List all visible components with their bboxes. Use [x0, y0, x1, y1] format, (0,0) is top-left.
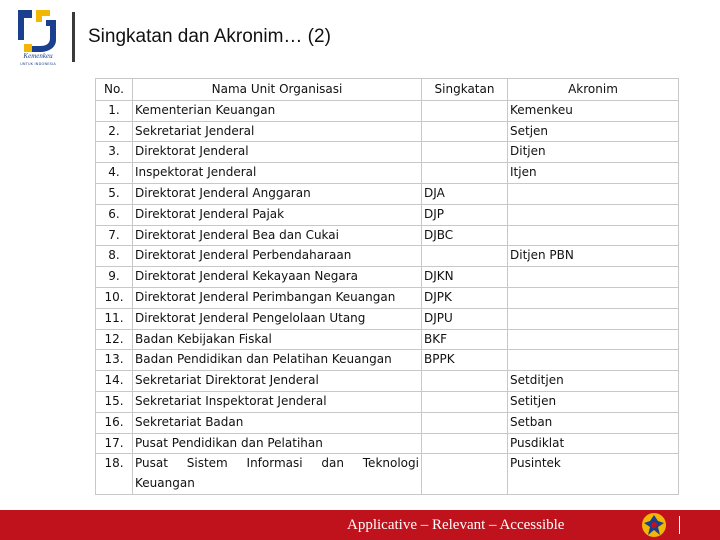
abbreviation-cell [422, 121, 508, 142]
unit-name: Direktorat Jenderal Perimbangan Keuangan [133, 287, 422, 308]
row-number: 5. [96, 183, 133, 204]
row-number: 4. [96, 163, 133, 184]
unit-name: Direktorat Jenderal [133, 142, 422, 163]
acronym-cell [508, 287, 679, 308]
unit-name-line2: Keuangan [135, 476, 195, 491]
unit-name: Sekretariat Jenderal [133, 121, 422, 142]
abbreviation-cell [422, 412, 508, 433]
row-number: 1. [96, 100, 133, 121]
unit-name: Direktorat Jenderal Pengelolaan Utang [133, 308, 422, 329]
abbreviation-cell: DJPU [422, 308, 508, 329]
abbreviation-cell [422, 142, 508, 163]
page-title: Singkatan dan Akronim… (2) [88, 26, 331, 47]
row-number: 13. [96, 350, 133, 371]
abbreviation-cell: DJKN [422, 267, 508, 288]
row-number: 18. [96, 454, 133, 495]
column-header-abbreviation: Singkatan [422, 79, 508, 101]
column-header-acronym: Akronim [508, 79, 679, 101]
footer-divider [679, 516, 680, 534]
abbreviation-cell [422, 246, 508, 267]
row-number: 8. [96, 246, 133, 267]
table-row [96, 225, 679, 246]
table-row [96, 454, 679, 495]
unit-name [133, 454, 422, 495]
acronym-cell [508, 308, 679, 329]
unit-name-word: Informasi [246, 456, 303, 471]
row-number: 11. [96, 308, 133, 329]
row-number: 6. [96, 204, 133, 225]
unit-name: Direktorat Jenderal Perbendaharaan [133, 246, 422, 267]
row-number: 9. [96, 267, 133, 288]
table-row [96, 350, 679, 371]
acronym-cell [508, 350, 679, 371]
unit-name: Direktorat Jenderal Bea dan Cukai [133, 225, 422, 246]
abbreviation-cell [422, 454, 508, 495]
abbreviation-cell: DJA [422, 183, 508, 204]
row-number: 2. [96, 121, 133, 142]
column-header-name: Nama Unit Organisasi [133, 79, 422, 101]
garuda-emblem-icon [640, 511, 668, 539]
row-number: 10. [96, 287, 133, 308]
table-row [96, 121, 679, 142]
abbreviations-table [95, 78, 679, 495]
abbreviation-cell [422, 163, 508, 184]
unit-name-line1 [135, 454, 419, 474]
abbreviation-cell: DJPK [422, 287, 508, 308]
logo-wordmark: Kemenkeu [23, 52, 53, 60]
unit-name: Direktorat Jenderal Pajak [133, 204, 422, 225]
acronym-cell: Pusintek [508, 454, 679, 495]
unit-name: Badan Pendidikan dan Pelatihan Keuangan [133, 350, 422, 371]
abbreviation-cell [422, 391, 508, 412]
table-row [96, 308, 679, 329]
unit-name: Sekretariat Inspektorat Jenderal [133, 391, 422, 412]
unit-name: Direktorat Jenderal Anggaran [133, 183, 422, 204]
unit-name: Pusat Pendidikan dan Pelatihan [133, 433, 422, 454]
unit-name: Badan Kebijakan Fiskal [133, 329, 422, 350]
acronym-cell: Kemenkeu [508, 100, 679, 121]
footer-tagline: Applicative – Relevant – Accessible [347, 517, 565, 533]
table-row [96, 433, 679, 454]
row-number: 3. [96, 142, 133, 163]
table-row [96, 412, 679, 433]
row-number: 16. [96, 412, 133, 433]
logo-subtext: UNTUK INDONESIA [20, 62, 56, 66]
acronym-cell [508, 329, 679, 350]
acronym-cell: Ditjen [508, 142, 679, 163]
abbreviation-cell [422, 100, 508, 121]
unit-name-word: Pusat [135, 456, 168, 471]
abbreviation-cell [422, 371, 508, 392]
acronym-cell: Pusdiklat [508, 433, 679, 454]
table-row [96, 267, 679, 288]
acronym-cell [508, 183, 679, 204]
row-number: 17. [96, 433, 133, 454]
acronym-cell: Ditjen PBN [508, 246, 679, 267]
table-row [96, 371, 679, 392]
unit-name: Inspektorat Jenderal [133, 163, 422, 184]
acronym-cell: Setitjen [508, 391, 679, 412]
abbreviation-cell [422, 433, 508, 454]
table-row [96, 246, 679, 267]
acronym-cell [508, 204, 679, 225]
acronym-cell [508, 225, 679, 246]
table-row [96, 204, 679, 225]
abbreviation-cell: BKF [422, 329, 508, 350]
acronym-cell: Setjen [508, 121, 679, 142]
unit-name: Sekretariat Direktorat Jenderal [133, 371, 422, 392]
table-row [96, 100, 679, 121]
row-number: 15. [96, 391, 133, 412]
table-row [96, 183, 679, 204]
row-number: 14. [96, 371, 133, 392]
table-row [96, 142, 679, 163]
table-header-row [96, 79, 679, 101]
table-row [96, 163, 679, 184]
abbreviation-cell: BPPK [422, 350, 508, 371]
unit-name: Direktorat Jenderal Kekayaan Negara [133, 267, 422, 288]
table-row [96, 329, 679, 350]
unit-name-word: dan [321, 456, 344, 471]
acronym-cell: Itjen [508, 163, 679, 184]
column-header-no: No. [96, 79, 133, 101]
abbreviation-cell: DJBC [422, 225, 508, 246]
abbreviation-cell: DJP [422, 204, 508, 225]
row-number: 12. [96, 329, 133, 350]
title-divider [72, 12, 75, 62]
unit-name: Sekretariat Badan [133, 412, 422, 433]
row-number: 7. [96, 225, 133, 246]
acronym-cell: Setban [508, 412, 679, 433]
acronym-cell: Setditjen [508, 371, 679, 392]
acronym-cell [508, 267, 679, 288]
unit-name-word: Teknologi [362, 456, 419, 471]
unit-name: Kementerian Keuangan [133, 100, 422, 121]
table-row [96, 287, 679, 308]
table-row [96, 391, 679, 412]
unit-name-word: Sistem [186, 456, 228, 471]
